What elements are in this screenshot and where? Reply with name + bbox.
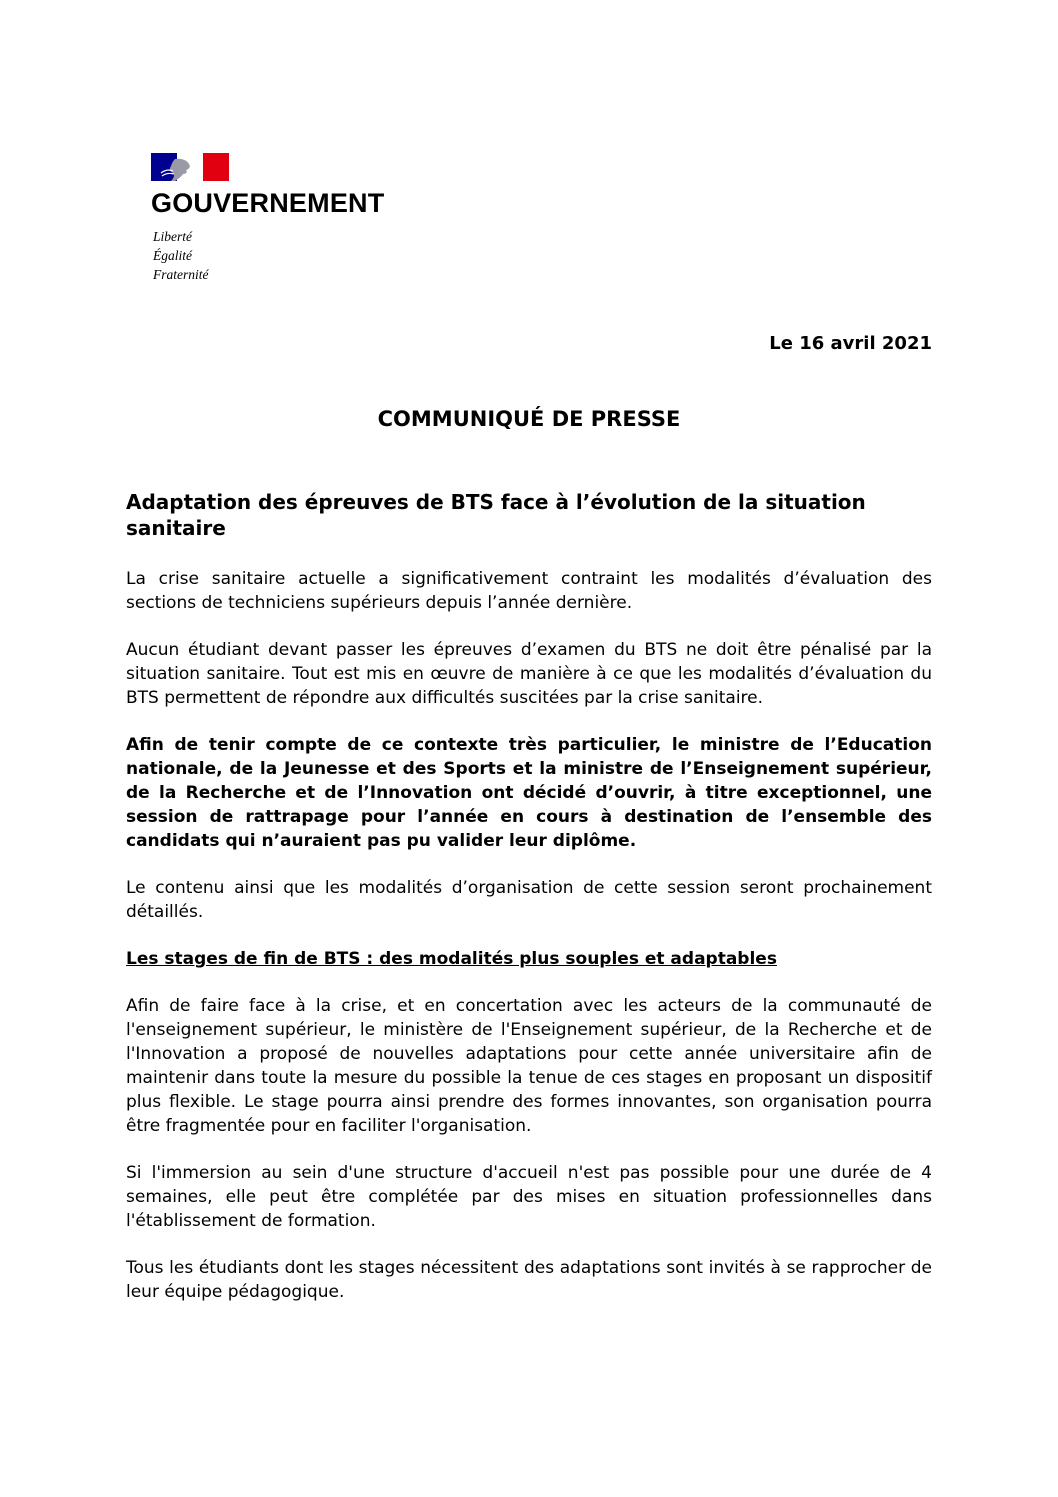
motto-liberte: Liberté xyxy=(153,229,192,244)
section-subheading-internships: Les stages de fin de BTS : des modalités plus souples et adaptables xyxy=(126,949,777,969)
marianne-flag-icon xyxy=(151,153,229,181)
government-logo xyxy=(151,153,411,283)
document-type-title: COMMUNIQUÉ DE PRESSE xyxy=(377,407,681,431)
press-release-headline: Adaptation des épreuves de BTS face à l’évolution de la situation sanitaire xyxy=(126,490,866,540)
motto-fraternite: Fraternité xyxy=(153,267,209,282)
paragraph-contact-team: Tous les étudiants dont les stages nécessitent des adaptations sont invités à se rapprocher de leur équipe pédagogique. xyxy=(126,1258,932,1302)
paragraph-immersion: Si l'immersion au sein d'une structure d'accueil n'est pas possible pour une durée de 4 semaines, elle peut être complétée par des mises en situation professionnelles dans l'établissement de formation. xyxy=(126,1163,932,1231)
logo-title: GOUVERNEMENT xyxy=(151,188,385,218)
paragraph-context: La crise sanitaire actuelle a significativement contraint les modalités d’évaluation des sections de techniciens supérieurs depuis l’année dernière. xyxy=(126,569,932,613)
paragraph-details-soon: Le contenu ainsi que les modalités d’organisation de cette session seront prochainement détaillés. xyxy=(126,878,932,922)
paragraph-internship-adaptations: Afin de faire face à la crise, et en concertation avec les acteurs de la communauté de l'enseignement supérieur, le ministère de l'Enseignement supérieur, de la Recherche et de l'Innovation a proposé de nouvelles adaptations pour cette année universitaire afin de maintenir dans toute la mesure du possible la tenue de ces stages en proposant un dispositif plus flexible. Le stage pourra ainsi prendre des formes innovantes, son organisation pourra être fragmentée pour en faciliter l'organisation. xyxy=(126,996,932,1136)
paragraph-no-penalty: Aucun étudiant devant passer les épreuves d’examen du BTS ne doit être pénalisé par la situation sanitaire. Tout est mis en œuvre de manière à ce que les modalités d’évaluation du BTS permettent de répondre aux difficultés suscitées par la crise sanitaire. xyxy=(126,640,932,708)
release-date: Le 16 avril 2021 xyxy=(769,333,932,354)
republic-motto xyxy=(153,227,209,284)
motto-egalite: Égalité xyxy=(153,248,192,263)
paragraph-resit-session: Afin de tenir compte de ce contexte très particulier, le ministre de l’Education nationale, de la Jeunesse et des Sports et la ministre de l’Enseignement supérieur, de la Recherche et de l’Innovation ont décidé d’ouvrir, à titre exceptionnel, une session de rattrapage pour l’année en cours à destination de l’ensemble des candidats qui n’auraient pas pu valider leur diplôme. xyxy=(126,735,932,851)
press-release-body xyxy=(126,567,932,1327)
